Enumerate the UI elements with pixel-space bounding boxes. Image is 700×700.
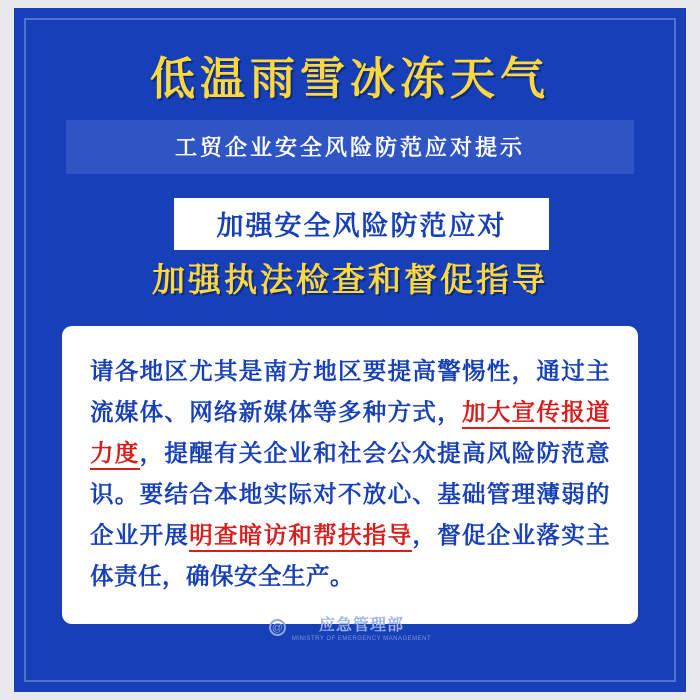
page-title: 低温雨雪冰冻天气 [149, 54, 550, 104]
body-card [62, 326, 638, 624]
logo-name-cn: 应急管理部 [318, 617, 404, 634]
subtitle-text: 工贸企业安全风险防范应对提示 [174, 135, 525, 160]
body-segment-3: ，督促企业落实主体责任，确保安全生产。 [90, 523, 611, 590]
header-block [66, 38, 634, 182]
body-emphasis-1: 加大宣传报道力度 [90, 400, 610, 470]
body-segment-2: ，提醒有关企业和社会公众提高风险防范意识。要结合本地实际对不放心、基础管理薄弱的企业开展 [90, 441, 611, 549]
at-sign-icon: @ [269, 619, 286, 636]
subtitle-band [66, 120, 634, 174]
heading-white-text: 加强安全风险防范应对 [216, 211, 507, 241]
heading-white-band [174, 198, 549, 250]
body-segment-1: 请各地区尤其是南方地区要提高警惕性，通过主流媒体、网络新媒体等多种方式， [90, 359, 610, 426]
logo-text-block [292, 612, 431, 642]
body-paragraph [90, 352, 610, 598]
logo-name-en: MINISTRY OF EMERGENCY MANAGEMENT [291, 636, 432, 642]
heading-yellow-text: 加强执法检查和督促指导 [152, 263, 548, 299]
logo-row [269, 612, 431, 642]
footer-logo [14, 612, 686, 642]
body-emphasis-2: 明查暗访和帮扶指导 [189, 523, 412, 552]
poster-canvas [14, 8, 686, 692]
